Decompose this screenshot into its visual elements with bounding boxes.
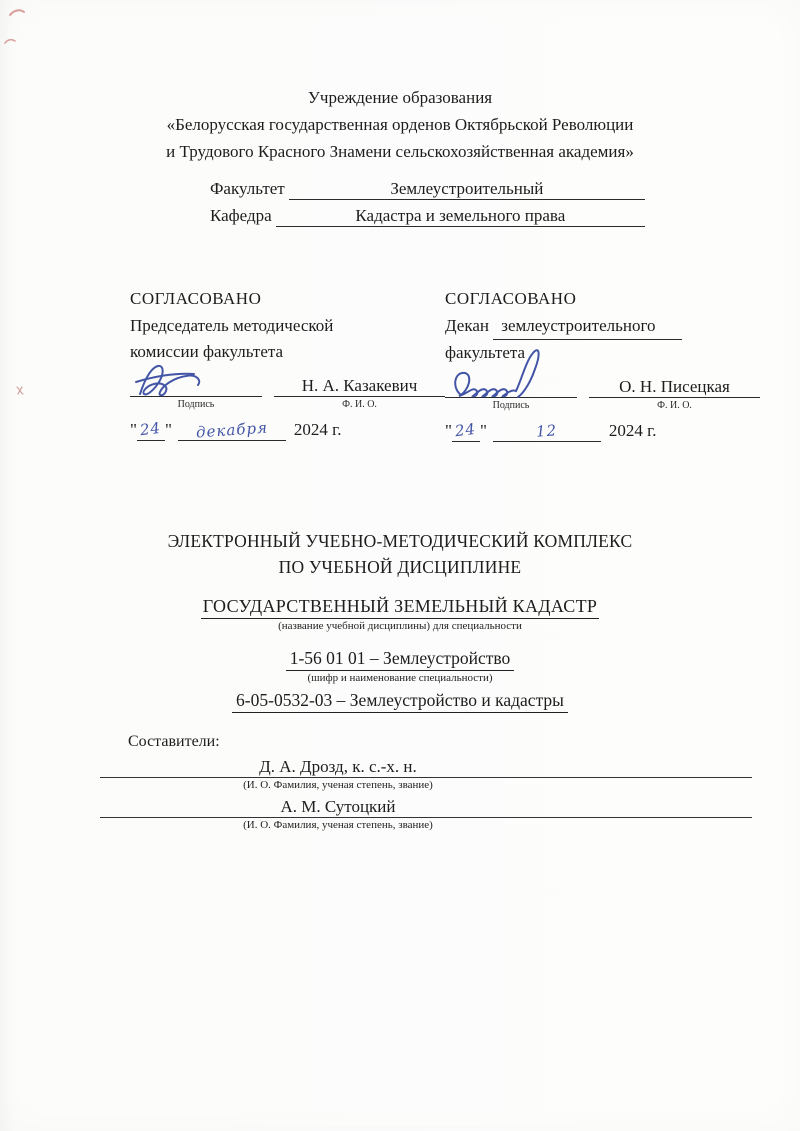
- authors-section: [0, 733, 800, 831]
- author-caption-2: (И. О. Фамилия, ученая степень, звание): [243, 819, 433, 831]
- date-day-handwritten: 24: [137, 420, 165, 441]
- quote-mark: ": [164, 420, 172, 439]
- agreed-title: СОГЛАСОВАНО: [445, 289, 577, 308]
- date-row: [445, 421, 760, 442]
- red-pen-mark: [14, 384, 26, 396]
- approvals-section: [130, 289, 760, 442]
- specialty-caption: (шифр и наименование специальности): [307, 672, 493, 684]
- main-title-line: ПО УЧЕБНОЙ ДИСЦИПЛИНЕ: [278, 557, 522, 577]
- specialty-code-1: 1-56 01 01 – Землеустройство: [286, 648, 515, 671]
- date-row: [130, 420, 445, 441]
- author-line: [100, 757, 752, 778]
- faculty-underline: [289, 179, 645, 200]
- date-month-handwritten: декабря: [178, 420, 286, 441]
- institution-line: и Трудового Красного Знамени сельскохозяйственная академия»: [166, 142, 634, 161]
- dean-value: землеустроительного: [493, 313, 681, 340]
- red-pen-mark: [3, 36, 17, 46]
- faculty-label: Факультет: [210, 179, 285, 198]
- red-pen-mark: [8, 6, 26, 18]
- role-line: факультета: [445, 343, 526, 362]
- approval-right: [445, 289, 760, 442]
- department-label: Кафедра: [210, 206, 272, 225]
- institution-header: [0, 0, 800, 165]
- discipline-block: [0, 596, 800, 632]
- quote-mark: ": [130, 420, 137, 439]
- role-line: [445, 313, 760, 340]
- signature-row: [130, 371, 445, 397]
- name-caption: Ф. И. О.: [657, 400, 692, 411]
- date-year: 2024 г.: [293, 420, 342, 439]
- quote-mark: ": [479, 421, 487, 440]
- specialty-code-2: 6-05-0532-03 – Землеустройство и кадастры: [232, 690, 568, 713]
- handwritten-signature-icon: [447, 345, 559, 403]
- discipline-name: ГОСУДАРСТВЕННЫЙ ЗЕМЕЛЬНЫЙ КАДАСТР: [201, 596, 599, 619]
- approver-name: Н. А. Казакевич: [274, 376, 445, 397]
- handwritten-signature-icon: [132, 356, 228, 402]
- main-title-line: ЭЛЕКТРОННЫЙ УЧЕБНО-МЕТОДИЧЕСКИЙ КОМПЛЕКС: [167, 531, 633, 551]
- approver-name: О. Н. Писецкая: [589, 377, 760, 398]
- date-day-handwritten: 24: [452, 421, 480, 442]
- role-line: Председатель методической: [130, 316, 334, 335]
- signature-line: [130, 370, 262, 397]
- signature-caption: Подпись: [492, 400, 530, 411]
- author-caption: [100, 779, 752, 791]
- department-underline: [276, 206, 645, 227]
- dean-label: Декан: [445, 316, 489, 335]
- faculty-row: [210, 179, 645, 206]
- approval-left: [130, 289, 445, 442]
- name-caption: Ф. И. О.: [342, 399, 377, 410]
- authors-label: Составители:: [128, 733, 220, 750]
- author-name-2: А. М. Сутоцкий: [280, 797, 396, 816]
- agreed-title: СОГЛАСОВАНО: [130, 289, 262, 308]
- quote-mark: ": [445, 421, 452, 440]
- main-title: [0, 528, 800, 580]
- signature-caption: Подпись: [177, 399, 215, 410]
- signature-line: [445, 371, 577, 398]
- discipline-caption: (название учебной дисциплины) для специальности: [278, 620, 522, 632]
- signature-row: [445, 372, 760, 398]
- institution-line: «Белорусская государственная орденов Октябрьской Революции: [166, 115, 634, 134]
- date-year: 2024 г.: [608, 421, 657, 440]
- faculty-value: Землеустроительный: [390, 179, 544, 198]
- author-line: [100, 797, 752, 818]
- department-value: Кадастра и земельного права: [355, 206, 566, 225]
- author-caption-1: (И. О. Фамилия, ученая степень, звание): [243, 779, 433, 791]
- specialties-block: [0, 648, 800, 713]
- date-month-handwritten: 12: [493, 421, 601, 442]
- faculty-department-block: [210, 179, 645, 233]
- department-row: [210, 206, 645, 233]
- institution-line: Учреждение образования: [307, 88, 493, 107]
- author-name-1: Д. А. Дрозд, к. с.-х. н.: [259, 757, 417, 776]
- author-caption: [100, 819, 752, 831]
- role-line: комиссии факультета: [130, 342, 284, 361]
